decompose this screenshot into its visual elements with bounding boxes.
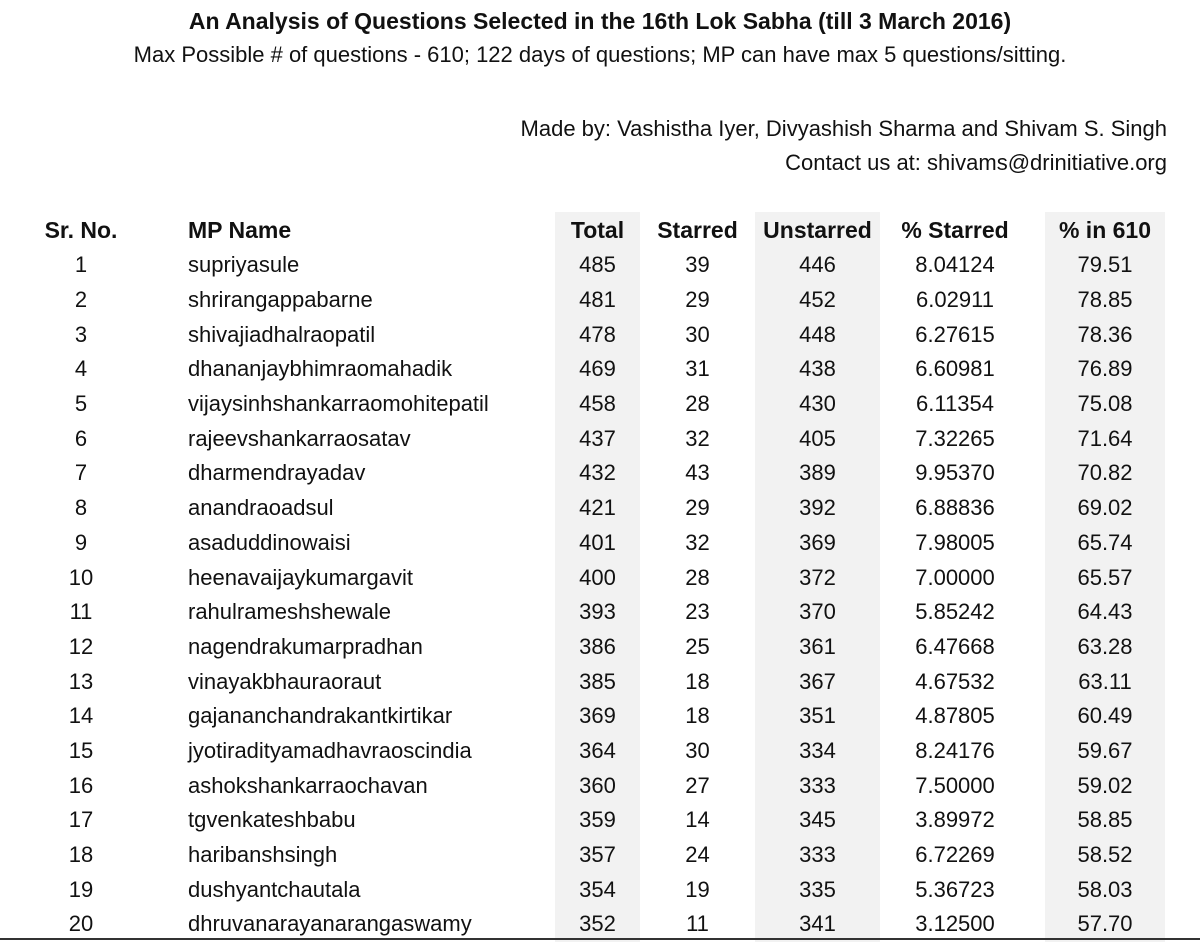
cell-mp-name: vijaysinhshankarraomohitepatil (188, 391, 489, 417)
cell-sr-no: 14 (68, 703, 94, 729)
cell-mp-name: dhananjaybhimraomahadik (188, 356, 453, 382)
cell-pct-in-610: 75.08 (1077, 391, 1133, 417)
header-sr-no: Sr. No. (44, 216, 118, 243)
cell-pct-starred: 6.88836 (915, 495, 995, 521)
cell-pct-in-610: 58.85 (1077, 807, 1133, 833)
table-header-row (0, 212, 1200, 248)
table-row (0, 768, 1200, 803)
cell-unstarred: 334 (799, 737, 836, 763)
cell-mp-name: jyotiradityamadhavraoscindia (188, 737, 472, 763)
cell-starred: 29 (685, 495, 710, 521)
cell-mp-name: ashokshankarraochavan (188, 772, 428, 798)
cell-mp-name: dhruvanarayanarangaswamy (188, 911, 472, 937)
cell-total: 400 (579, 564, 616, 590)
cell-sr-no: 17 (68, 807, 94, 833)
cell-total: 478 (579, 321, 616, 347)
cell-total: 357 (579, 842, 616, 868)
made-by-text: Made by: Vashistha Iyer, Divyashish Sharma and Shivam S. Singh (520, 116, 1167, 141)
cell-unstarred: 372 (799, 564, 836, 590)
cell-mp-name: gajananchandrakantkirtikar (188, 703, 453, 729)
cell-pct-in-610: 59.02 (1077, 772, 1133, 798)
cell-pct-starred: 7.98005 (915, 529, 995, 555)
cell-sr-no: 20 (68, 911, 94, 937)
table-row (0, 283, 1200, 318)
table-body (0, 248, 1200, 942)
cell-sr-no: 5 (74, 391, 88, 417)
cell-pct-starred: 8.24176 (915, 737, 995, 763)
cell-sr-no: 10 (68, 564, 94, 590)
cell-total: 458 (579, 391, 616, 417)
cell-mp-name: anandraoadsul (188, 495, 334, 521)
cell-pct-in-610: 76.89 (1077, 356, 1133, 382)
cell-pct-in-610: 71.64 (1077, 425, 1133, 451)
header-total: Total (570, 216, 625, 243)
header-starred: Starred (657, 216, 738, 243)
cell-pct-in-610: 57.70 (1077, 911, 1133, 937)
table-row (0, 907, 1200, 942)
cell-starred: 39 (685, 252, 710, 278)
cell-pct-starred: 4.67532 (915, 668, 995, 694)
cell-unstarred: 405 (799, 425, 836, 451)
cell-total: 364 (579, 737, 616, 763)
table-row (0, 317, 1200, 352)
cell-total: 421 (579, 495, 616, 521)
cell-unstarred: 369 (799, 529, 836, 555)
cell-starred: 43 (685, 460, 710, 486)
cell-pct-in-610: 69.02 (1077, 495, 1133, 521)
cell-pct-in-610: 63.11 (1078, 668, 1132, 694)
cell-total: 437 (579, 425, 616, 451)
cell-unstarred: 370 (799, 599, 836, 625)
cell-total: 386 (579, 633, 616, 659)
cell-total: 393 (579, 599, 616, 625)
cell-pct-starred: 5.85242 (915, 599, 995, 625)
cell-total: 352 (579, 911, 616, 937)
header-pct-starred: % Starred (901, 216, 1009, 243)
cell-mp-name: haribanshsingh (188, 842, 338, 868)
cell-sr-no: 11 (69, 599, 93, 625)
table-row (0, 699, 1200, 734)
cell-unstarred: 333 (799, 772, 836, 798)
cell-pct-starred: 6.60981 (915, 356, 995, 382)
cell-pct-starred: 8.04124 (915, 252, 995, 278)
cell-starred: 32 (685, 529, 710, 555)
cell-unstarred: 430 (799, 391, 836, 417)
header-mp-name: MP Name (188, 216, 292, 243)
cell-pct-starred: 5.36723 (915, 876, 995, 902)
cell-unstarred: 345 (799, 807, 836, 833)
page-subtitle: Max Possible # of questions - 610; 122 days of questions; MP can have max 5 questions/sitting. (133, 42, 1067, 67)
cell-starred: 25 (685, 633, 710, 659)
page-title: An Analysis of Questions Selected in the 16th Lok Sabha (till 3 March 2016) (188, 8, 1012, 34)
cell-sr-no: 18 (68, 842, 94, 868)
header-pct-in-610: % in 610 (1058, 216, 1152, 243)
cell-mp-name: asaduddinowaisi (188, 529, 351, 555)
cell-unstarred: 361 (799, 633, 836, 659)
header-unstarred: Unstarred (763, 216, 872, 243)
cell-sr-no: 15 (68, 737, 94, 763)
cell-pct-in-610: 63.28 (1077, 633, 1133, 659)
questions-table (0, 212, 1200, 942)
cell-total: 360 (579, 772, 616, 798)
table-row (0, 595, 1200, 630)
cell-unstarred: 335 (799, 876, 836, 902)
cell-sr-no: 13 (68, 668, 94, 694)
cell-sr-no: 16 (68, 772, 94, 798)
cell-pct-starred: 6.47668 (915, 633, 995, 659)
cell-total: 432 (579, 460, 616, 486)
cell-starred: 30 (685, 737, 710, 763)
table-row (0, 387, 1200, 422)
cell-unstarred: 438 (799, 356, 836, 382)
cell-unstarred: 341 (799, 911, 836, 937)
table-row (0, 421, 1200, 456)
cell-pct-in-610: 64.43 (1077, 599, 1133, 625)
cell-pct-starred: 6.11354 (916, 391, 994, 417)
cell-starred: 11 (686, 911, 709, 937)
table-row (0, 526, 1200, 561)
cell-sr-no: 7 (74, 460, 88, 486)
cell-mp-name: heenavaijaykumargavit (188, 564, 414, 590)
cell-sr-no: 6 (74, 425, 88, 451)
cell-total: 401 (579, 529, 616, 555)
cell-pct-starred: 7.00000 (915, 564, 995, 590)
cell-pct-starred: 4.87805 (915, 703, 995, 729)
cell-pct-in-610: 65.74 (1077, 529, 1133, 555)
cell-mp-name: supriyasule (188, 252, 300, 278)
cell-mp-name: nagendrakumarpradhan (188, 633, 423, 659)
table-row (0, 456, 1200, 491)
cell-unstarred: 367 (799, 668, 836, 694)
cell-total: 385 (579, 668, 616, 694)
cell-starred: 27 (685, 772, 710, 798)
cell-unstarred: 446 (799, 252, 836, 278)
cell-unstarred: 351 (799, 703, 836, 729)
cell-total: 369 (579, 703, 616, 729)
table-row (0, 560, 1200, 595)
cell-sr-no: 2 (74, 287, 88, 313)
cell-starred: 14 (685, 807, 710, 833)
credits-block (521, 112, 1167, 180)
table-row (0, 352, 1200, 387)
cell-mp-name: shivajiadhalraopatil (188, 321, 376, 347)
cell-unstarred: 333 (799, 842, 836, 868)
cell-unstarred: 448 (799, 321, 836, 347)
table-row (0, 630, 1200, 665)
cell-total: 359 (579, 807, 616, 833)
cell-pct-starred: 6.72269 (915, 842, 995, 868)
table-row (0, 734, 1200, 769)
table-row (0, 838, 1200, 873)
cell-total: 469 (579, 356, 616, 382)
cell-unstarred: 389 (799, 460, 836, 486)
cell-pct-in-610: 59.67 (1077, 737, 1133, 763)
cell-sr-no: 12 (68, 633, 94, 659)
table-row (0, 872, 1200, 907)
cell-mp-name: tgvenkateshbabu (188, 807, 356, 833)
cell-starred: 24 (685, 842, 710, 868)
cell-pct-in-610: 78.36 (1077, 321, 1133, 347)
table-row (0, 248, 1200, 283)
table-row (0, 803, 1200, 838)
cell-sr-no: 8 (74, 495, 88, 521)
cell-starred: 18 (685, 703, 710, 729)
cell-starred: 28 (685, 391, 710, 417)
cell-starred: 23 (685, 599, 710, 625)
cell-unstarred: 392 (799, 495, 836, 521)
cell-sr-no: 3 (74, 321, 88, 347)
cell-sr-no: 4 (74, 356, 88, 382)
cell-pct-starred: 3.12500 (915, 911, 995, 937)
cell-pct-starred: 3.89972 (915, 807, 995, 833)
bottom-divider (0, 938, 1200, 940)
cell-starred: 28 (685, 564, 710, 590)
cell-mp-name: dushyantchautala (188, 876, 361, 902)
cell-mp-name: shrirangappabarne (188, 287, 373, 313)
cell-total: 481 (579, 287, 616, 313)
cell-pct-starred: 7.32265 (915, 425, 995, 451)
contact-text: Contact us at: shivams@drinitiative.org (785, 150, 1167, 175)
cell-mp-name: dharmendrayadav (188, 460, 366, 486)
cell-mp-name: vinayakbhauraoraut (188, 668, 382, 694)
cell-pct-starred: 9.95370 (915, 460, 995, 486)
cell-pct-starred: 7.50000 (915, 772, 995, 798)
cell-starred: 29 (685, 287, 710, 313)
cell-pct-in-610: 58.03 (1077, 876, 1133, 902)
cell-starred: 19 (685, 876, 710, 902)
cell-sr-no: 19 (68, 876, 94, 902)
cell-pct-starred: 6.02911 (916, 287, 994, 313)
cell-pct-in-610: 58.52 (1077, 842, 1133, 868)
cell-pct-in-610: 60.49 (1077, 703, 1133, 729)
cell-pct-in-610: 79.51 (1077, 252, 1133, 278)
cell-sr-no: 9 (74, 529, 88, 555)
cell-unstarred: 452 (799, 287, 836, 313)
cell-starred: 18 (685, 668, 710, 694)
cell-sr-no: 1 (74, 252, 88, 278)
cell-pct-starred: 6.27615 (915, 321, 995, 347)
cell-mp-name: rajeevshankarraosatav (188, 425, 411, 451)
cell-starred: 30 (685, 321, 710, 347)
cell-pct-in-610: 65.57 (1077, 564, 1133, 590)
table-row (0, 491, 1200, 526)
cell-starred: 32 (685, 425, 710, 451)
cell-mp-name: rahulrameshshewale (188, 599, 391, 625)
cell-pct-in-610: 78.85 (1077, 287, 1133, 313)
cell-pct-in-610: 70.82 (1077, 460, 1133, 486)
cell-total: 354 (579, 876, 616, 902)
table-row (0, 664, 1200, 699)
cell-starred: 31 (685, 356, 710, 382)
cell-total: 485 (579, 252, 616, 278)
